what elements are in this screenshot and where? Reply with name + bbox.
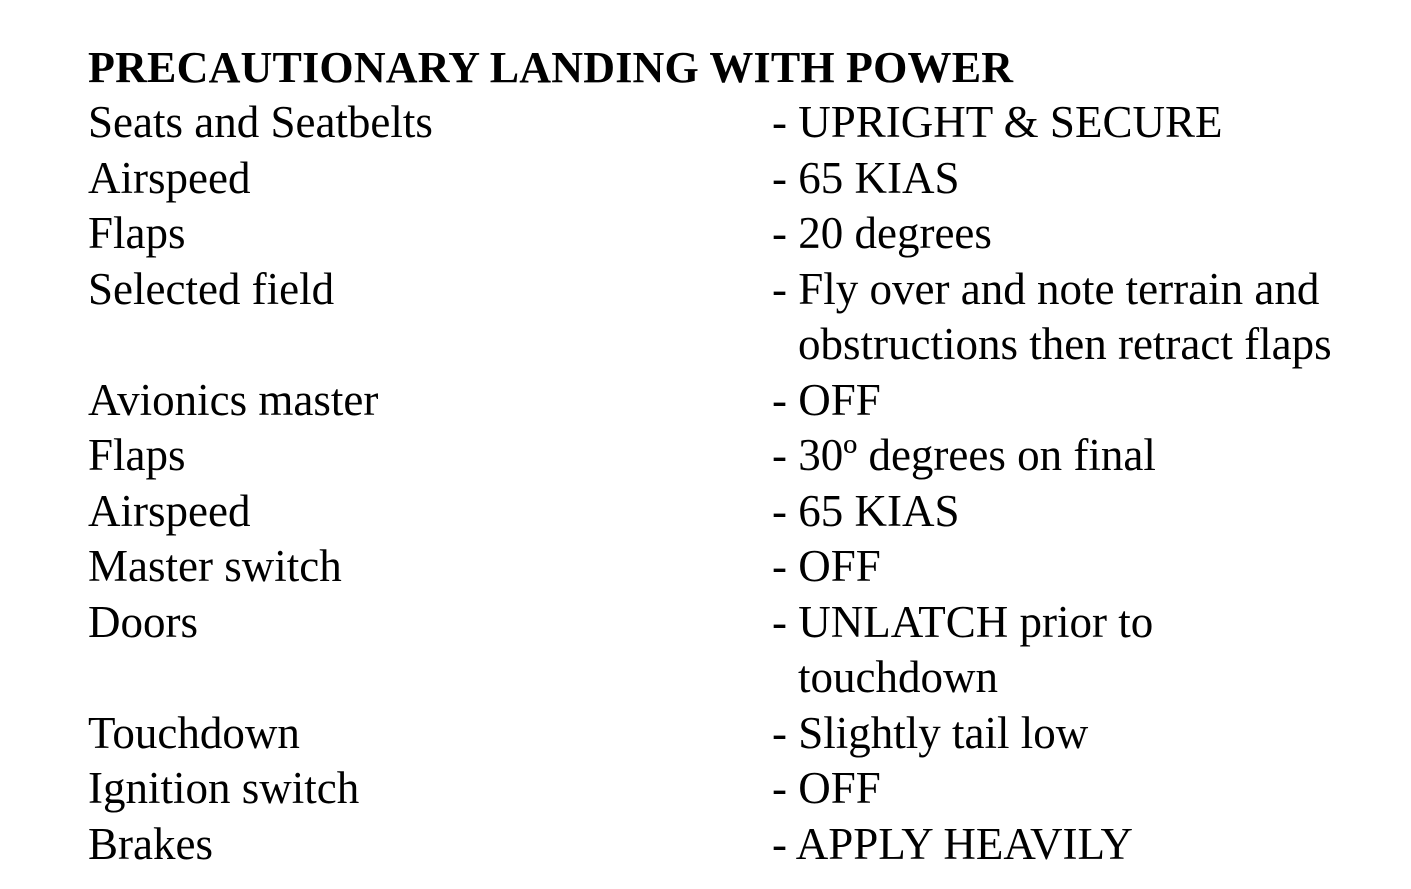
item-action bbox=[772, 95, 1388, 151]
checklist-item bbox=[88, 428, 1388, 484]
item-action bbox=[772, 484, 1388, 540]
item-action-text: - 65 KIAS bbox=[772, 485, 960, 536]
item-action bbox=[772, 262, 1388, 373]
item-action-continuation: obstructions then retract flaps bbox=[798, 319, 1332, 369]
item-label: Avionics master bbox=[88, 374, 379, 425]
item-action-text: - Slightly tail low bbox=[772, 707, 1089, 758]
item-action bbox=[772, 428, 1388, 484]
checklist-item bbox=[88, 95, 1388, 151]
item-action bbox=[772, 595, 1388, 706]
item-label: Doors bbox=[88, 596, 198, 647]
item-label: Selected field bbox=[88, 263, 335, 314]
item-action bbox=[772, 539, 1388, 595]
item-action-text: - APPLY HEAVILY bbox=[772, 818, 1134, 869]
checklist-item bbox=[88, 539, 1388, 595]
item-action-text: - OFF bbox=[772, 763, 881, 813]
item-action bbox=[772, 706, 1388, 762]
item-action-text: - Fly over and note terrain and bbox=[772, 263, 1320, 314]
item-action-text: - OFF bbox=[772, 541, 881, 591]
item-action bbox=[772, 206, 1388, 262]
item-action bbox=[772, 817, 1388, 873]
item-label: Seats and Seatbelts bbox=[88, 97, 433, 147]
checklist-item bbox=[88, 595, 1388, 706]
item-action-text: - 20 degrees bbox=[772, 208, 992, 258]
item-label: Airspeed bbox=[88, 485, 251, 536]
item-label: Master switch bbox=[88, 541, 342, 591]
checklist-item bbox=[88, 373, 1388, 429]
item-label: Ignition switch bbox=[88, 763, 360, 813]
checklist-item bbox=[88, 151, 1388, 207]
item-label: Touchdown bbox=[88, 707, 300, 758]
checklist-title: PRECAUTIONARY LANDING WITH POWER bbox=[88, 43, 1014, 92]
item-action-text: - UNLATCH prior to bbox=[772, 596, 1154, 647]
checklist-item bbox=[88, 761, 1388, 817]
item-action-text: - 30º degrees on final bbox=[772, 430, 1156, 480]
checklist bbox=[88, 95, 1388, 872]
item-label: Brakes bbox=[88, 818, 213, 869]
checklist-item bbox=[88, 262, 1388, 373]
checklist-item bbox=[88, 484, 1388, 540]
item-label: Flaps bbox=[88, 430, 186, 480]
checklist-item bbox=[88, 206, 1388, 262]
item-action bbox=[772, 151, 1388, 207]
item-action bbox=[772, 761, 1388, 817]
item-label: Airspeed bbox=[88, 152, 251, 203]
item-action-continuation: touchdown bbox=[798, 652, 998, 702]
item-action-text: - OFF bbox=[772, 374, 881, 425]
checklist-item bbox=[88, 817, 1388, 873]
item-action bbox=[772, 373, 1388, 429]
item-action-text: - 65 KIAS bbox=[772, 152, 960, 203]
item-action-text: - UPRIGHT & SECURE bbox=[772, 97, 1223, 147]
checklist-item bbox=[88, 706, 1388, 762]
item-label: Flaps bbox=[88, 208, 186, 258]
